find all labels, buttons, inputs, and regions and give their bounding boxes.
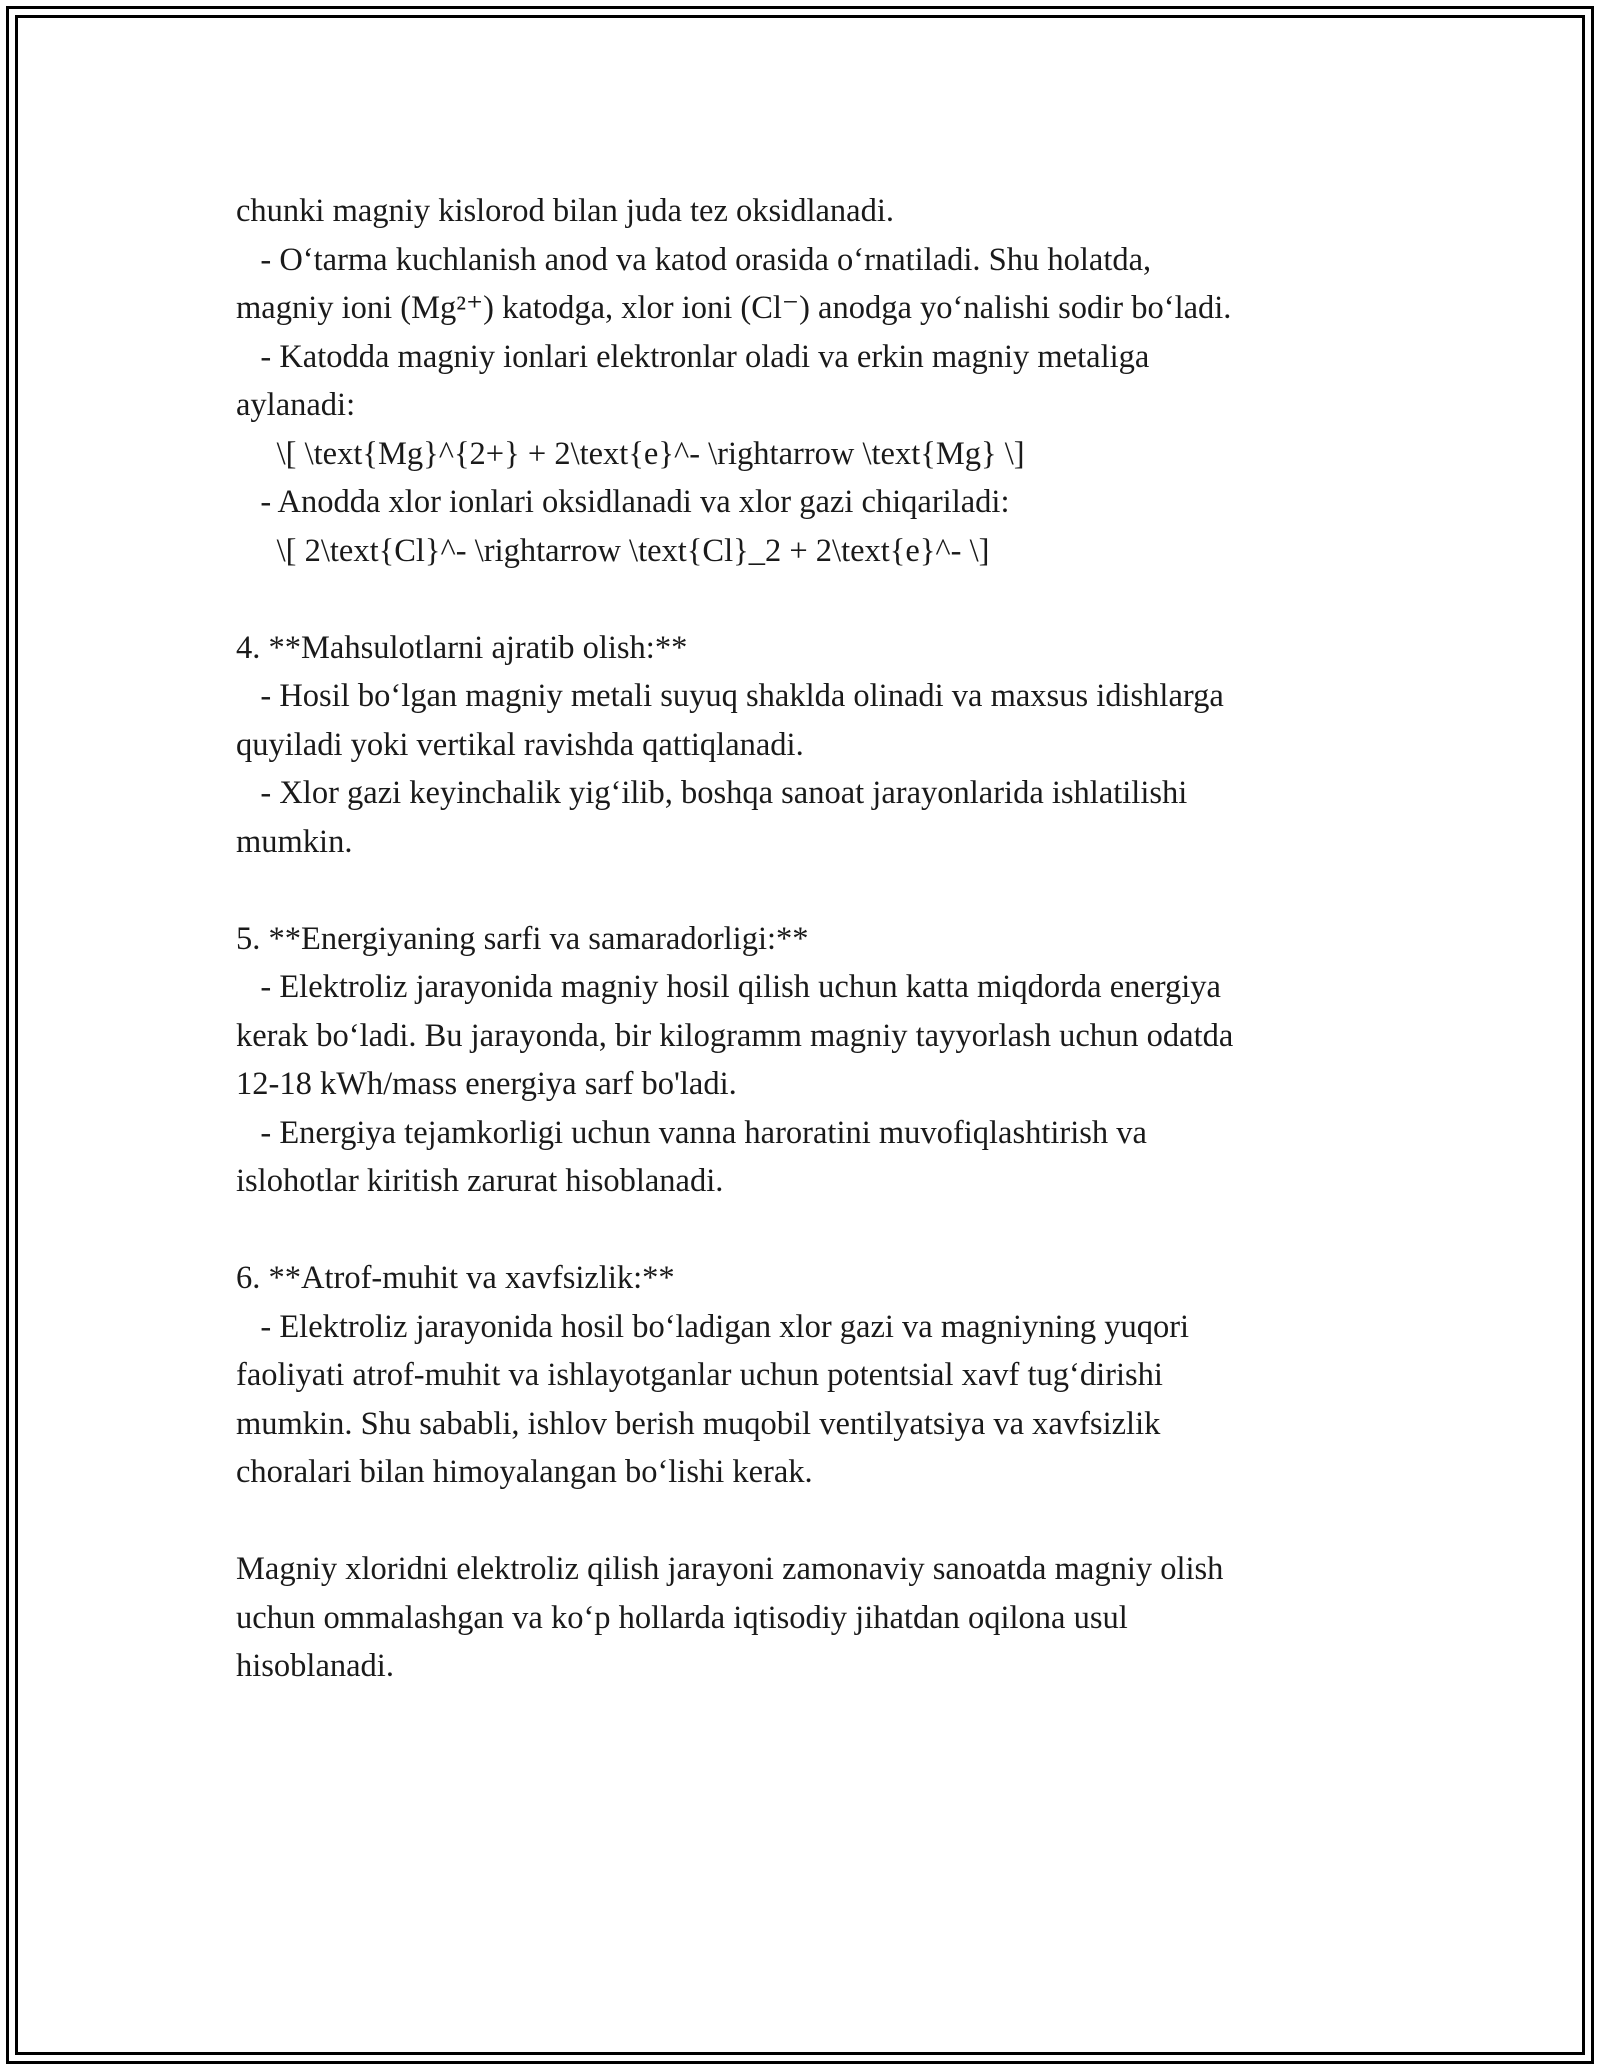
section-product-separation [236, 624, 1396, 867]
text-line: hisoblanadi. [236, 1648, 394, 1684]
text-line: - Katodda magniy ionlari elektronlar oladi va erkin magniy metaliga [236, 338, 1150, 375]
text-line: faoliyati atrof-muhit va ishlayotganlar uchun potentsial xavf tug‘dirishi [236, 1357, 1163, 1393]
text-line: chunki magniy kislorod bilan juda tez oksidlanadi. [236, 193, 894, 229]
paragraph-spacer [236, 866, 1396, 915]
text-line: quyiladi yoki vertikal ravishda qattiqlanadi. [236, 726, 804, 763]
text-line: mumkin. [236, 823, 353, 860]
paragraph-electrolysis-process [236, 187, 1396, 575]
paragraph-spacer [236, 1497, 1396, 1546]
text-line: mumkin. Shu sababli, ishlov berish muqobil ventilyatsiya va xavfsizlik [236, 1405, 1161, 1442]
text-line: - Elektroliz jarayonida hosil bo‘ladigan xlor gazi va magniyning yuqori [236, 1308, 1190, 1345]
section-environment-safety [236, 1254, 1396, 1497]
text-line: - O‘tarma kuchlanish anod va katod orasida o‘rnatiladi. Shu holatda, [236, 241, 1152, 278]
text-line: islohotlar kiritish zarurat hisoblanadi. [236, 1163, 724, 1199]
section-heading: 4. **Mahsulotlarni ajratib olish:** [236, 629, 688, 666]
section-heading: 6. **Atrof-muhit va xavfsizlik:** [236, 1260, 675, 1296]
paragraph-conclusion [236, 1545, 1396, 1691]
text-line: - Energiya tejamkorligi uchun vanna haroratini muvofiqlashtirish va [236, 1114, 1147, 1151]
text-line: uchun ommalashgan va ko‘p hollarda iqtisodiy jihatdan oqilona usul [236, 1599, 1128, 1636]
text-line: 12-18 kWh/mass energiya sarf bo'ladi. [236, 1066, 737, 1102]
equation-anode: \[ 2\text{Cl}^- \rightarrow \text{Cl}_2 + 2\text{e}^- \] [236, 532, 990, 569]
text-line: - Elektroliz jarayonida magniy hosil qilish uchun katta miqdorda energiya [236, 969, 1221, 1005]
section-heading: 5. **Energiyaning sarfi va samaradorligi:** [236, 920, 809, 957]
text-line: Magniy xloridni elektroliz qilish jarayoni zamonaviy sanoatda magniy olish [236, 1551, 1224, 1587]
document-body [236, 187, 1396, 1691]
equation-cathode: \[ \text{Mg}^{2+} + 2\text{e}^- \rightarrow \text{Mg} \] [236, 435, 1025, 472]
paragraph-spacer [236, 1206, 1396, 1255]
text-line: - Hosil bo‘lgan magniy metali suyuq shaklda olinadi va maxsus idishlarga [236, 678, 1224, 714]
text-line: aylanadi: [236, 387, 356, 423]
text-line: - Anodda xlor ionlari oksidlanadi va xlor gazi chiqariladi: [236, 484, 1010, 520]
paragraph-spacer [236, 575, 1396, 624]
text-line: choralari bilan himoyalangan bo‘lishi kerak. [236, 1454, 813, 1490]
text-line: magniy ioni (Mg²⁺) katodga, xlor ioni (Cl⁻) anodga yo‘nalishi sodir bo‘ladi. [236, 290, 1232, 326]
section-energy-efficiency [236, 915, 1396, 1206]
text-line: - Xlor gazi keyinchalik yig‘ilib, boshqa sanoat jarayonlarida ishlatilishi [236, 775, 1188, 811]
text-line: kerak bo‘ladi. Bu jarayonda, bir kilogramm magniy tayyorlash uchun odatda [236, 1017, 1234, 1054]
